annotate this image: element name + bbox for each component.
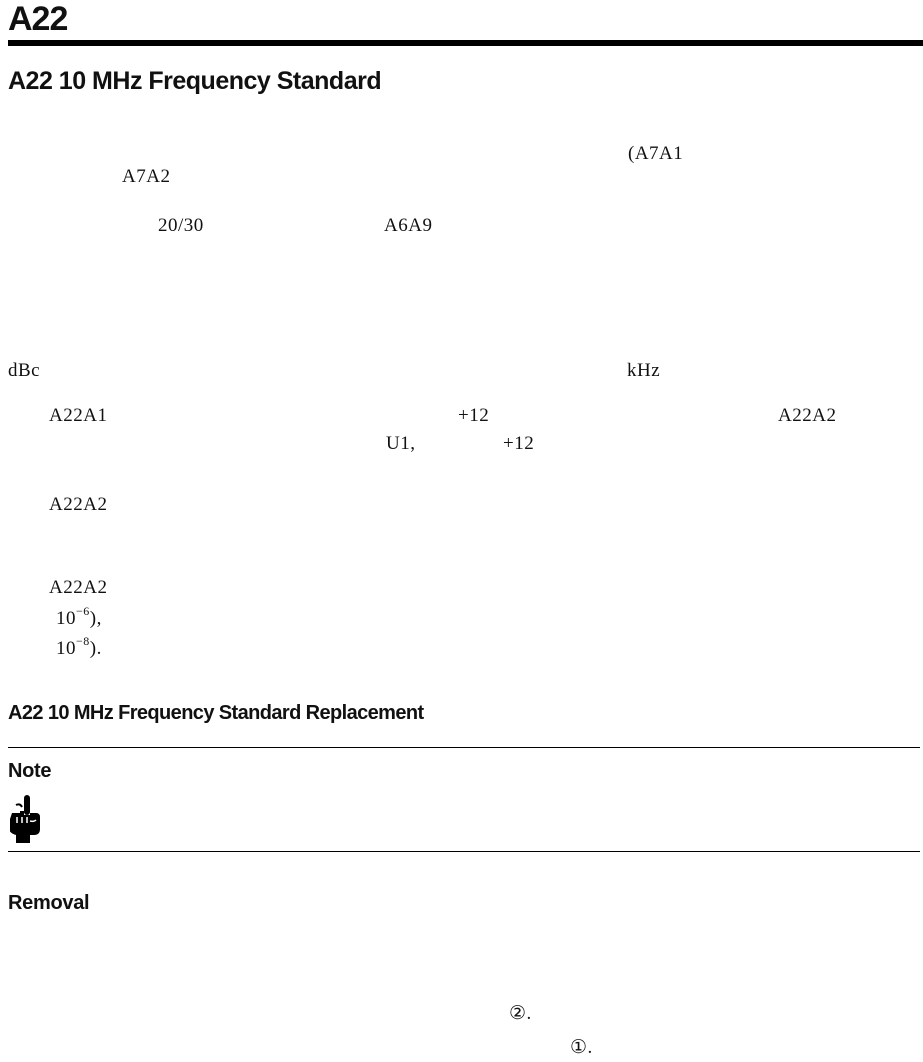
note-rule-bottom (8, 851, 920, 852)
voltage-plus12: +12 (503, 433, 535, 454)
exponent-value: $10^{-6}$), (56, 603, 102, 629)
ref-a22a2: A22A2 (778, 405, 837, 426)
callout-2: ②. (509, 1003, 532, 1024)
note-label: Note (8, 760, 52, 782)
note-rule-top (8, 747, 920, 748)
ref-a22a2: A22A2 (49, 577, 108, 598)
ref-a22a1: A22A1 (49, 405, 108, 426)
ref-ratio: 20/30 (158, 215, 204, 236)
voltage-plus12: +12 (458, 405, 490, 426)
callout-1: ①. (570, 1037, 593, 1058)
unit-dbc: dBc (8, 360, 41, 381)
unit-khz: kHz (627, 360, 661, 381)
removal-heading: Removal (8, 892, 90, 914)
ref-a7a1: (A7A1 (628, 143, 684, 164)
ref-a22a2: A22A2 (49, 494, 108, 515)
ref-a7a2: A7A2 (122, 166, 171, 187)
ref-a6a9: A6A9 (384, 215, 433, 236)
pointing-hand-icon (10, 795, 42, 843)
page-title: A22 (8, 0, 68, 38)
section-heading: A22 10 MHz Frequency Standard (8, 67, 382, 95)
title-rule (8, 40, 923, 46)
replacement-heading: A22 10 MHz Frequency Standard Replacement (8, 702, 424, 724)
exponent-value: $10^{-8}$). (56, 633, 102, 659)
ref-u1: U1, (386, 433, 416, 454)
